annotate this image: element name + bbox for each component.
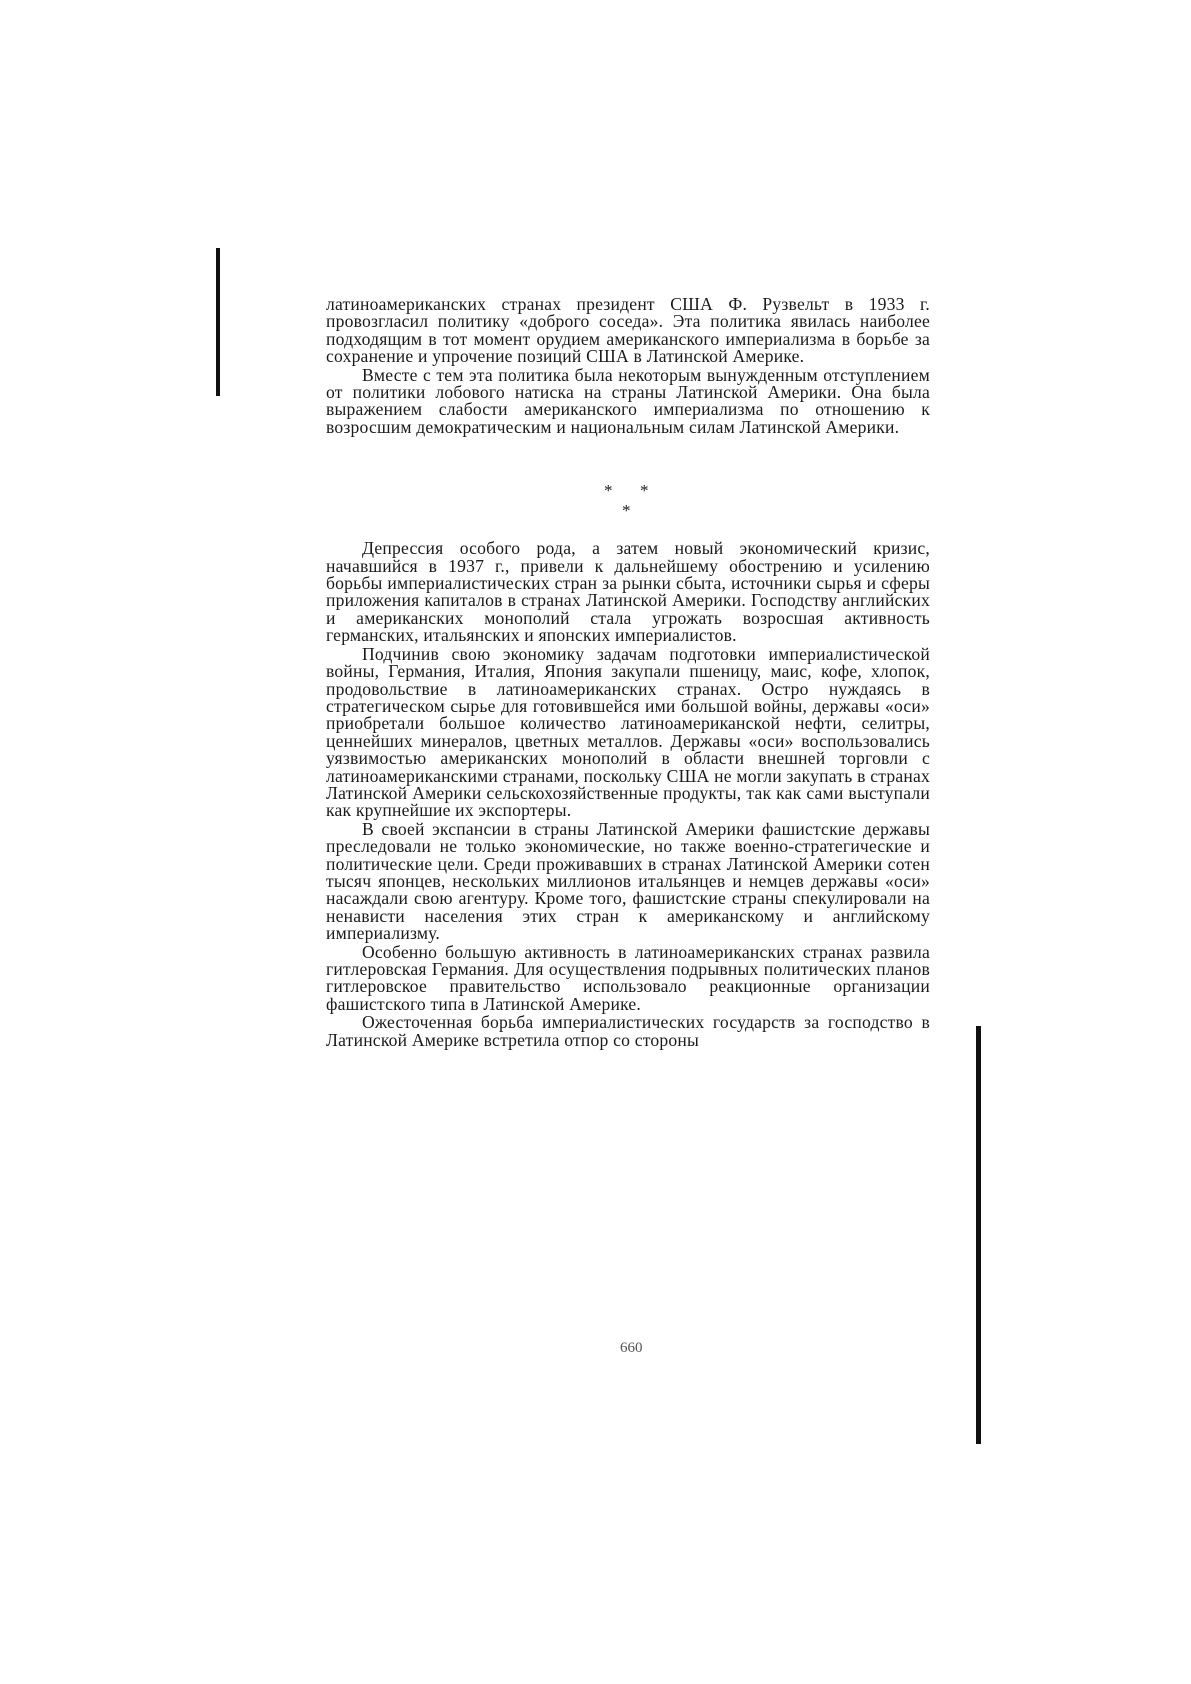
paragraph-roosevelt-policy: латиноамериканских странах президент США Ф. Рузвельт в 1933 г. провозгласил политику «доброго соседа». Эта политика явилась наиболее подходящим в тот момент орудием американского империализма в борьбе за сохранение и упрочение позиций США в Латинской Америке. bbox=[326, 294, 930, 367]
page-number: 660 bbox=[620, 1340, 643, 1356]
asterism bbox=[604, 482, 664, 522]
paragraph-fascist-expansion: В своей экспансии в страны Латинской Америки фашистские державы преследовали не только экономические, но также военно-стратегические и политические цели. Среди проживавших в странах Латинской Америки сотен тысяч японцев, нескольких миллионов итальянцев и немцев державы «оси» насаждали свою агентуру. Кроме того, фашистские страны спекулировали на ненависти населения этих стран к американскому и английскому империализму. bbox=[326, 818, 930, 944]
scan-edge-mark-right bbox=[976, 1026, 981, 1444]
scan-edge-mark-left bbox=[216, 248, 220, 396]
page-body bbox=[326, 296, 930, 1049]
asterisk-left: * bbox=[604, 481, 613, 501]
paragraph-forced-retreat: Вместе с тем эта политика была некоторым вынужденным отступлением от политики лобового натиска на страны Латинской Америки. Она была выражением слабости американского империализма по отношению к возросшим демократическим и национальным силам Латинской Америки. bbox=[326, 364, 930, 437]
paragraph-axis-purchases: Подчинив свою экономику задачам подготовки империалистической войны, Германия, Италия, Япония закупали пшеницу, маис, кофе, хлопок, продовольствие в латиноамериканских странах. Остро нуждаясь в стратегическом сырье для готовившейся ими большой войны, державы «оси» приобретали большое количество латиноамериканской нефти, селитры, ценнейших минералов, цветных металлов. Державы «оси» воспользовались уязвимостью американских монополий в области внешней торговли с латиноамериканскими странами, поскольку США не могли закупать в странах Латинской Америки сельскохозяйственные продукты, так как сами выступали как крупнейшие их экспортеры. bbox=[326, 643, 930, 821]
paragraph-nazi-germany: Особенно большую активность в латиноамериканских странах развила гитлеровская Германия. Для осуществления подрывных политических планов гитлеровское правительство использовало реакционные организации фашистского типа в Латинской Америке. bbox=[326, 941, 930, 1014]
asterisk-right: * bbox=[640, 481, 649, 501]
asterisk-bottom: * bbox=[622, 501, 631, 521]
paragraph-depression-crisis: Депрессия особого рода, а затем новый экономический кризис, начавшийся в 1937 г., привели к дальнейшему обострению и усилению борьбы империалистических стран за рынки сбыта, источники сырья и сферы приложения капиталов в странах Латинской Америки. Господству английских и американских монополий стала угрожать возросшая активность германских, итальянских и японских империалистов. bbox=[326, 538, 930, 646]
paragraph-fierce-struggle: Ожесточенная борьба империалистических государств за господство в Латинской Америке встретила отпор со стороны bbox=[326, 1012, 930, 1050]
section-break bbox=[326, 436, 930, 540]
